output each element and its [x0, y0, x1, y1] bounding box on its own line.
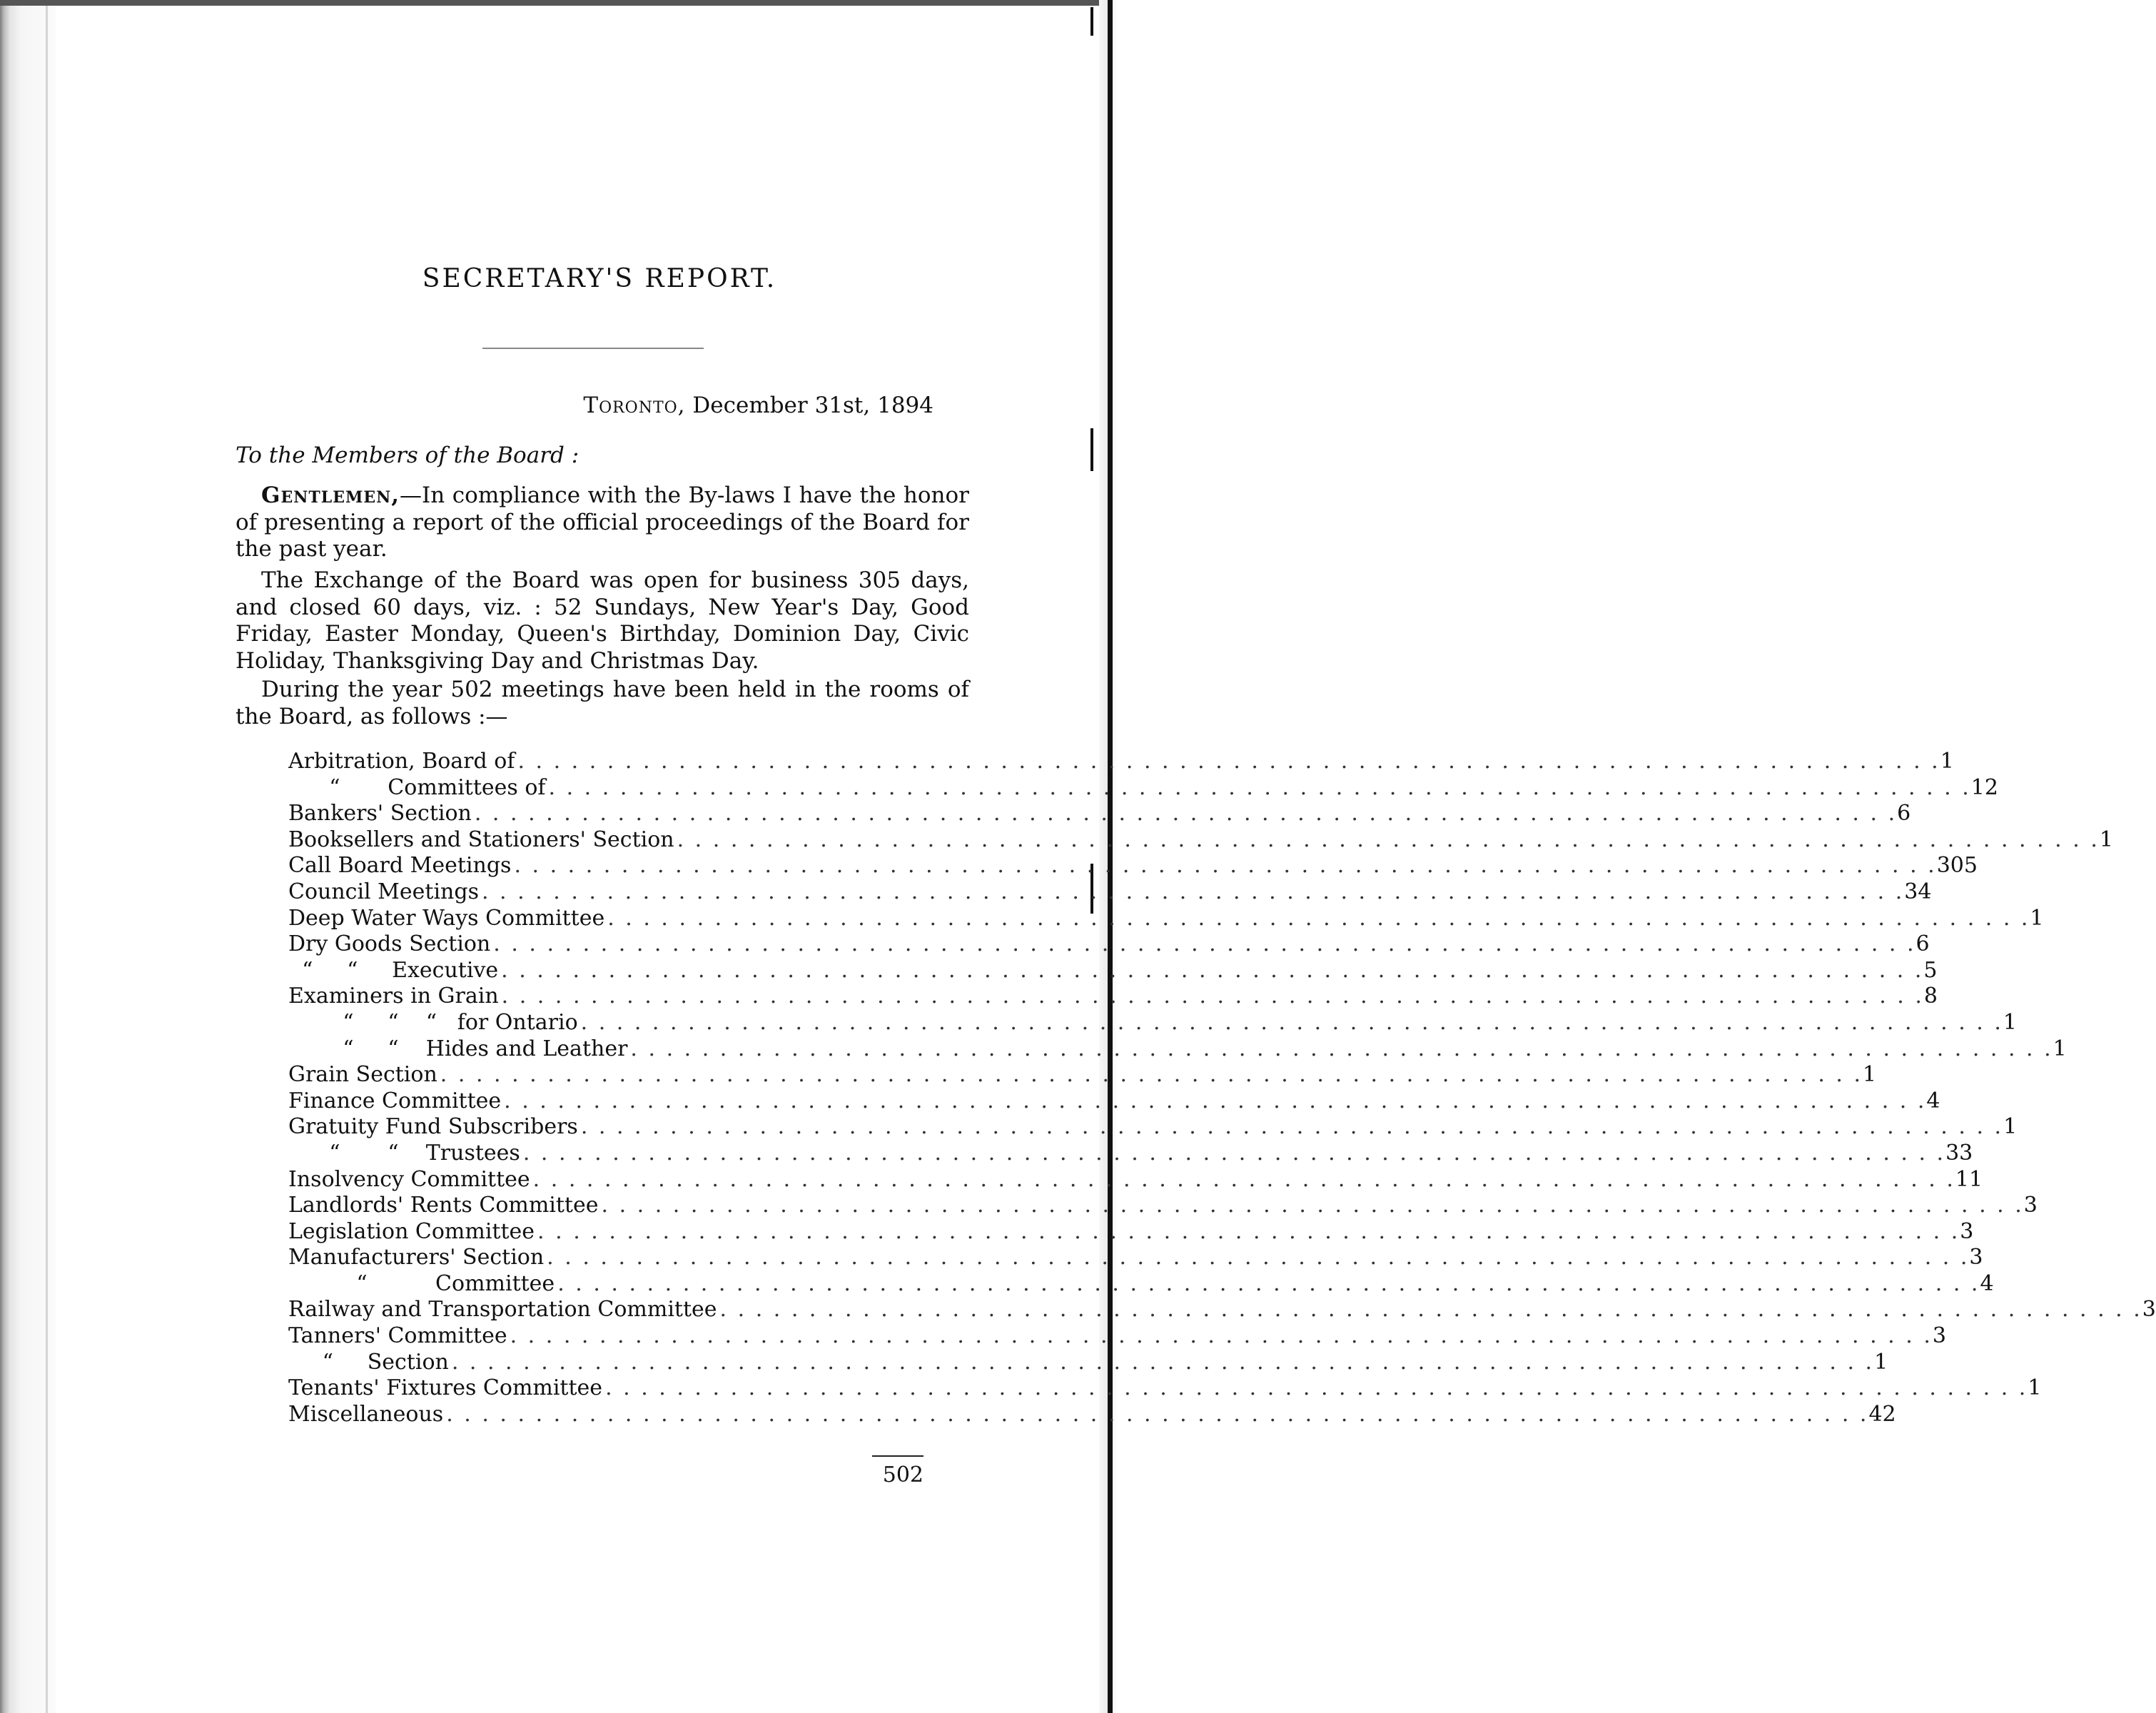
paragraph-lead-word: Gentlemen,	[261, 482, 400, 508]
salutation: To the Members of the Board :	[236, 443, 580, 468]
list-item	[288, 1401, 1896, 1428]
list-item	[288, 931, 1930, 958]
list-item	[288, 879, 1932, 906]
list-item	[288, 957, 1938, 984]
paragraph-meetings-intro	[236, 677, 969, 730]
meeting-label: “ Section	[288, 1349, 449, 1375]
list-item	[288, 1323, 1946, 1350]
dot-leader: . . . . . . . . . . . . . . . . . . . . . . . . . . . . . . . . . . . . . . . . . . . . . . . . . . . . . . . . . . . . . . . . . . . . . . . . . . . . . . . .	[580, 1009, 2003, 1035]
dateline-date: December 31st, 1894	[692, 393, 933, 418]
meeting-count: 3	[2023, 1193, 2038, 1218]
list-item	[288, 905, 2044, 932]
dot-leader: . . . . . . . . . . . . . . . . . . . . . . . . . . . . . . . . . . . . . . . . . . . . . . . . . . . . . . . . . . . . . . . . . . . . . . . . . . . . . . . .	[630, 1036, 2053, 1061]
meeting-count: 8	[1923, 984, 1938, 1009]
meeting-label: “ “ Executive	[288, 957, 499, 983]
list-item	[288, 774, 1998, 802]
dot-leader: . . . . . . . . . . . . . . . . . . . . . . . . . . . . . . . . . . . . . . . . . . . . . . . . . . . . . . . . . . . . . . . . . . . . . . . . . . . . . . . .	[557, 1270, 1980, 1296]
meeting-count: 42	[1868, 1401, 1896, 1427]
meeting-label: Deep Water Ways Committee	[288, 905, 605, 931]
dot-leader: . . . . . . . . . . . . . . . . . . . . . . . . . . . . . . . . . . . . . . . . . . . . . . . . . . . . . . . . . . . . . . . . . . . . . . . . . . . . . . . .	[532, 1166, 1955, 1192]
meeting-count: 1	[1940, 749, 1954, 774]
meetings-total: 502	[882, 1462, 923, 1487]
meeting-label: Dry Goods Section	[288, 931, 491, 957]
dot-leader: . . . . . . . . . . . . . . . . . . . . . . . . . . . . . . . . . . . . . . . . . . . . . . . . . . . . . . . . . . . . . . . . . . . . . . . . . . . . . . . .	[580, 1114, 2004, 1140]
paragraph-text: The Exchange of the Board was open for business 305 days, and closed 60 days, viz. : 52 Sundays, New Year's Day, Good Friday, Easter Monday, Queen's Birthday, Dominion Day, Civic Holiday, Thanksgiving Day and Christmas Day.	[236, 567, 969, 674]
meeting-count: 3	[1932, 1323, 1946, 1349]
list-item	[288, 1009, 2017, 1036]
meeting-label: Tenants' Fixtures Committee	[288, 1375, 603, 1401]
paragraph-compliance	[236, 482, 969, 563]
list-item	[288, 1193, 2038, 1219]
dot-leader: . . . . . . . . . . . . . . . . . . . . . . . . . . . . . . . . . . . . . . . . . . . . . . . . . . . . . . . . . . . . . . . . . . . . . . . . . . . . . . . .	[504, 1088, 1927, 1113]
meeting-count: 1	[2099, 827, 2113, 852]
list-item	[288, 1270, 1994, 1298]
meeting-label: Examiners in Grain	[288, 984, 499, 1009]
dot-leader: . . . . . . . . . . . . . . . . . . . . . . . . . . . . . . . . . . . . . . . . . . . . . . . . . . . . . . . . . . . . . . . . . . . . . . . . . . . . . . . .	[548, 774, 1971, 800]
meeting-label: “ Committees of	[288, 774, 546, 800]
paragraph-text: —In compliance with the By-laws I have the honor of presenting a report of the official proceedings of the Board for the past year.	[236, 482, 969, 562]
list-item	[288, 984, 1938, 1010]
list-item	[288, 1349, 1888, 1376]
list-item	[288, 1375, 2042, 1402]
list-item	[288, 1218, 1974, 1245]
dot-leader: . . . . . . . . . . . . . . . . . . . . . . . . . . . . . . . . . . . . . . . . . . . . . . . . . . . . . . . . . . . . . . . . . . . . . . . . . . . . . . . .	[451, 1349, 1875, 1375]
list-item	[288, 853, 1978, 879]
meeting-label: “ Committee	[288, 1270, 555, 1296]
list-item	[288, 1062, 1877, 1088]
meeting-count: 4	[1926, 1088, 1940, 1113]
meeting-label: “ “ Hides and Leather	[288, 1036, 628, 1061]
meeting-count: 1	[2028, 1375, 2042, 1401]
dot-leader: . . . . . . . . . . . . . . . . . . . . . . . . . . . . . . . . . . . . . . . . . . . . . . . . . . . . . . . . . . . . . . . . . . . . . . . . . . . . . . . .	[446, 1401, 1869, 1427]
sum-rule	[872, 1455, 923, 1457]
list-item	[288, 1088, 1940, 1115]
meeting-label: Landlords' Rents Committee	[288, 1193, 599, 1218]
dot-leader: . . . . . . . . . . . . . . . . . . . . . . . . . . . . . . . . . . . . . . . . . . . . . . . . . . . . . . . . . . . . . . . . . . . . . . . . . . . . . . . .	[547, 1245, 1970, 1270]
paragraph-text: During the year 502 meetings have been held in the rooms of the Board, as follows :—	[236, 677, 969, 729]
list-item	[288, 1245, 1983, 1271]
meetings-list	[288, 749, 2156, 1428]
dot-leader: . . . . . . . . . . . . . . . . . . . . . . . . . . . . . . . . . . . . . . . . . . . . . . . . . . . . . . . . . . . . . . . . . . . . . . . . . . . . . . . .	[537, 1218, 1960, 1244]
meeting-count: 1	[2003, 1114, 2018, 1140]
meeting-label: Legislation Committee	[288, 1218, 535, 1244]
list-item	[288, 749, 1954, 775]
dot-leader: . . . . . . . . . . . . . . . . . . . . . . . . . . . . . . . . . . . . . . . . . . . . . . . . . . . . . . . . . . . . . . . . . . . . . . . . . . . . . . . .	[501, 957, 1924, 983]
list-item	[288, 801, 1911, 827]
meeting-count: 6	[1897, 801, 1911, 827]
meeting-label: Insolvency Committee	[288, 1166, 530, 1192]
meeting-count: 11	[1955, 1166, 1983, 1192]
meeting-label: Grain Section	[288, 1062, 437, 1088]
meeting-count: 6	[1915, 931, 1930, 957]
dateline	[500, 393, 933, 418]
dot-leader: . . . . . . . . . . . . . . . . . . . . . . . . . . . . . . . . . . . . . . . . . . . . . . . . . . . . . . . . . . . . . . . . . . . . . . . . . . . . . . . .	[474, 801, 1898, 827]
meeting-label: Call Board Meetings	[288, 853, 512, 879]
meeting-label: Manufacturers' Section	[288, 1245, 545, 1270]
meeting-label: Booksellers and Stationers' Section	[288, 827, 674, 852]
list-item	[288, 1297, 2156, 1323]
meeting-label: “ “ “ for Ontario	[288, 1009, 578, 1035]
dateline-place: Toronto,	[583, 393, 686, 418]
meeting-count: 5	[1923, 957, 1938, 983]
meeting-count: 1	[2030, 905, 2044, 931]
dot-leader: . . . . . . . . . . . . . . . . . . . . . . . . . . . . . . . . . . . . . . . . . . . . . . . . . . . . . . . . . . . . . . . . . . . . . . . . . . . . . . . .	[440, 1062, 1863, 1088]
list-item	[288, 1114, 2018, 1141]
meeting-count: 1	[1863, 1062, 1877, 1088]
meeting-count: 3	[1960, 1218, 1974, 1244]
meeting-count: 4	[1980, 1270, 1994, 1296]
dot-leader: . . . . . . . . . . . . . . . . . . . . . . . . . . . . . . . . . . . . . . . . . . . . . . . . . . . . . . . . . . . . . . . . . . . . . . . . . . . . . . . .	[514, 853, 1937, 879]
meeting-count: 34	[1904, 879, 1932, 904]
dot-leader: . . . . . . . . . . . . . . . . . . . . . . . . . . . . . . . . . . . . . . . . . . . . . . . . . . . . . . . . . . . . . . . . . . . . . . . . . . . . . . . .	[517, 749, 1940, 774]
meeting-label: Bankers' Section	[288, 801, 472, 827]
dot-leader: . . . . . . . . . . . . . . . . . . . . . . . . . . . . . . . . . . . . . . . . . . . . . . . . . . . . . . . . . . . . . . . . . . . . . . . . . . . . . . . .	[493, 931, 1916, 957]
meeting-label: Arbitration, Board of	[288, 749, 515, 774]
title-rule	[482, 348, 704, 349]
paragraph-exchange-days	[236, 567, 969, 674]
list-item	[288, 1036, 2067, 1063]
list-item	[288, 1140, 1973, 1167]
dot-leader: . . . . . . . . . . . . . . . . . . . . . . . . . . . . . . . . . . . . . . . . . . . . . . . . . . . . . . . . . . . . . . . . . . . . . . . . . . . . . . . .	[677, 827, 2100, 852]
dot-leader: . . . . . . . . . . . . . . . . . . . . . . . . . . . . . . . . . . . . . . . . . . . . . . . . . . . . . . . . . . . . . . . . . . . . . . . . . . . . . . . .	[607, 905, 2030, 931]
list-item	[288, 1166, 1983, 1193]
meeting-label: “ “ Trustees	[288, 1140, 520, 1166]
meeting-count: 305	[1936, 853, 1978, 879]
meeting-count: 3	[2142, 1297, 2156, 1323]
meeting-label: Railway and Transportation Committee	[288, 1297, 717, 1323]
dot-leader: . . . . . . . . . . . . . . . . . . . . . . . . . . . . . . . . . . . . . . . . . . . . . . . . . . . . . . . . . . . . . . . . . . . . . . . . . . . . . . . .	[510, 1323, 1933, 1349]
meeting-count: 3	[1969, 1245, 1983, 1270]
meeting-label: Council Meetings	[288, 879, 479, 904]
dot-leader: . . . . . . . . . . . . . . . . . . . . . . . . . . . . . . . . . . . . . . . . . . . . . . . . . . . . . . . . . . . . . . . . . . . . . . . . . . . . . . . .	[522, 1140, 1946, 1166]
dot-leader: . . . . . . . . . . . . . . . . . . . . . . . . . . . . . . . . . . . . . . . . . . . . . . . . . . . . . . . . . . . . . . . . . . . . . . . . . . . . . . . .	[605, 1375, 2028, 1401]
dot-leader: . . . . . . . . . . . . . . . . . . . . . . . . . . . . . . . . . . . . . . . . . . . . . . . . . . . . . . . . . . . . . . . . . . . . . . . . . . . . . . . .	[719, 1297, 2142, 1323]
dot-leader: . . . . . . . . . . . . . . . . . . . . . . . . . . . . . . . . . . . . . . . . . . . . . . . . . . . . . . . . . . . . . . . . . . . . . . . . . . . . . . . .	[501, 984, 1924, 1009]
meeting-label: Miscellaneous	[288, 1401, 444, 1427]
meeting-count: 1	[1874, 1349, 1888, 1375]
meeting-label: Gratuity Fund Subscribers	[288, 1114, 578, 1140]
meeting-label: Finance Committee	[288, 1088, 502, 1113]
dot-leader: . . . . . . . . . . . . . . . . . . . . . . . . . . . . . . . . . . . . . . . . . . . . . . . . . . . . . . . . . . . . . . . . . . . . . . . . . . . . . . . .	[601, 1193, 2024, 1218]
meeting-count: 1	[2003, 1009, 2017, 1035]
dot-leader: . . . . . . . . . . . . . . . . . . . . . . . . . . . . . . . . . . . . . . . . . . . . . . . . . . . . . . . . . . . . . . . . . . . . . . . . . . . . . . . .	[481, 879, 1905, 904]
meeting-label: Tanners' Committee	[288, 1323, 507, 1349]
meeting-count: 33	[1945, 1140, 1973, 1166]
page-title: SECRETARY'S REPORT.	[422, 264, 777, 293]
meeting-count: 12	[1970, 774, 1998, 800]
meeting-count: 1	[2053, 1036, 2067, 1061]
list-item	[288, 827, 2113, 854]
